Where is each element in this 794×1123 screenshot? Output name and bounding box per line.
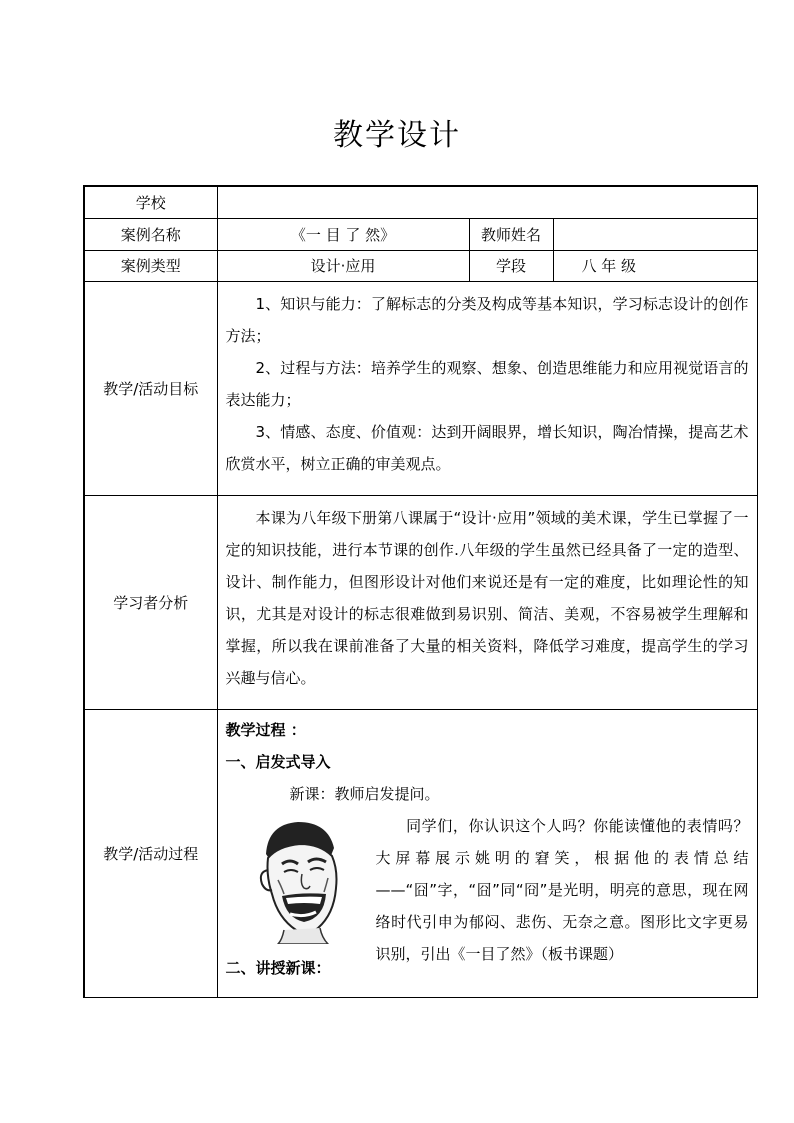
objectives-label: 教学/活动目标	[84, 281, 217, 495]
case-type-value: 设计·应用	[217, 250, 469, 281]
learner-analysis-label: 学习者分析	[84, 495, 217, 709]
teacher-name-label: 教师姓名	[469, 218, 553, 250]
intro-block	[226, 810, 749, 963]
page-title: 教学设计	[333, 118, 461, 153]
process-label: 教学/活动过程	[84, 709, 217, 997]
stage-value: 八 年 级	[553, 250, 757, 281]
learner-analysis-content	[217, 495, 757, 709]
objective-item: 3、情感、态度、价值观：达到开阔眼界，增长知识，陶冶情操，提高艺术欣赏水平，树立正确的审美观点。	[225, 422, 749, 473]
objective-item: 1、知识与能力：了解标志的分类及构成等基本知识，学习标志设计的创作方法；	[225, 294, 749, 345]
case-name-label: 案例名称	[84, 218, 217, 250]
teacher-name-value	[553, 218, 757, 250]
process-heading: 教学过程 ：	[225, 720, 306, 739]
section-heading-2: 二、讲授新课：	[225, 958, 331, 977]
stage-label: 学段	[469, 250, 553, 281]
teaching-design-table	[83, 185, 758, 998]
new-lesson-line: 新课：教师启发提问。	[289, 784, 440, 803]
objective-item: 2、过程与方法：培养学生的观察、想象、创造思维能力和应用视觉语言的表达能力；	[225, 358, 749, 409]
process-content	[217, 709, 757, 997]
intro-paragraph: 同学们，你认识这个人吗？你能读懂他的表情吗？大屏幕展示姚明的窘笑，根据他的表情总结——“囧”字，“囧”同“冏”是光明，明亮的意思，现在网络时代引申为郁闷、悲伤、无奈之意。图形比文字更易识别，引出《一目了然》（板书课题）	[375, 816, 749, 963]
school-label: 学校	[84, 186, 217, 218]
section-heading-1: 一、启发式导入	[225, 752, 331, 771]
case-type-label: 案例类型	[84, 250, 217, 281]
intro-text	[376, 810, 749, 970]
school-value	[217, 186, 757, 218]
laughing-face-icon	[248, 814, 348, 944]
objectives-content	[217, 281, 757, 495]
learner-analysis-text: 本课为八年级下册第八课属于“设计·应用”领域的美术课，学生已掌握了一定的知识技能，进行本节课的创作.八年级的学生虽然已经具备了一定的造型、设计、制作能力，但图形设计对他们来说还是有一定的难度，比如理论性的知识，尤其是对设计的标志很难做到易识别、简洁、美观，不容易被学生理解和掌握，所以我在课前准备了大量的相关资料，降低学习难度，提高学生的学习兴趣与信心。	[225, 508, 749, 687]
case-name-value: 《一 目 了 然》	[217, 218, 469, 250]
